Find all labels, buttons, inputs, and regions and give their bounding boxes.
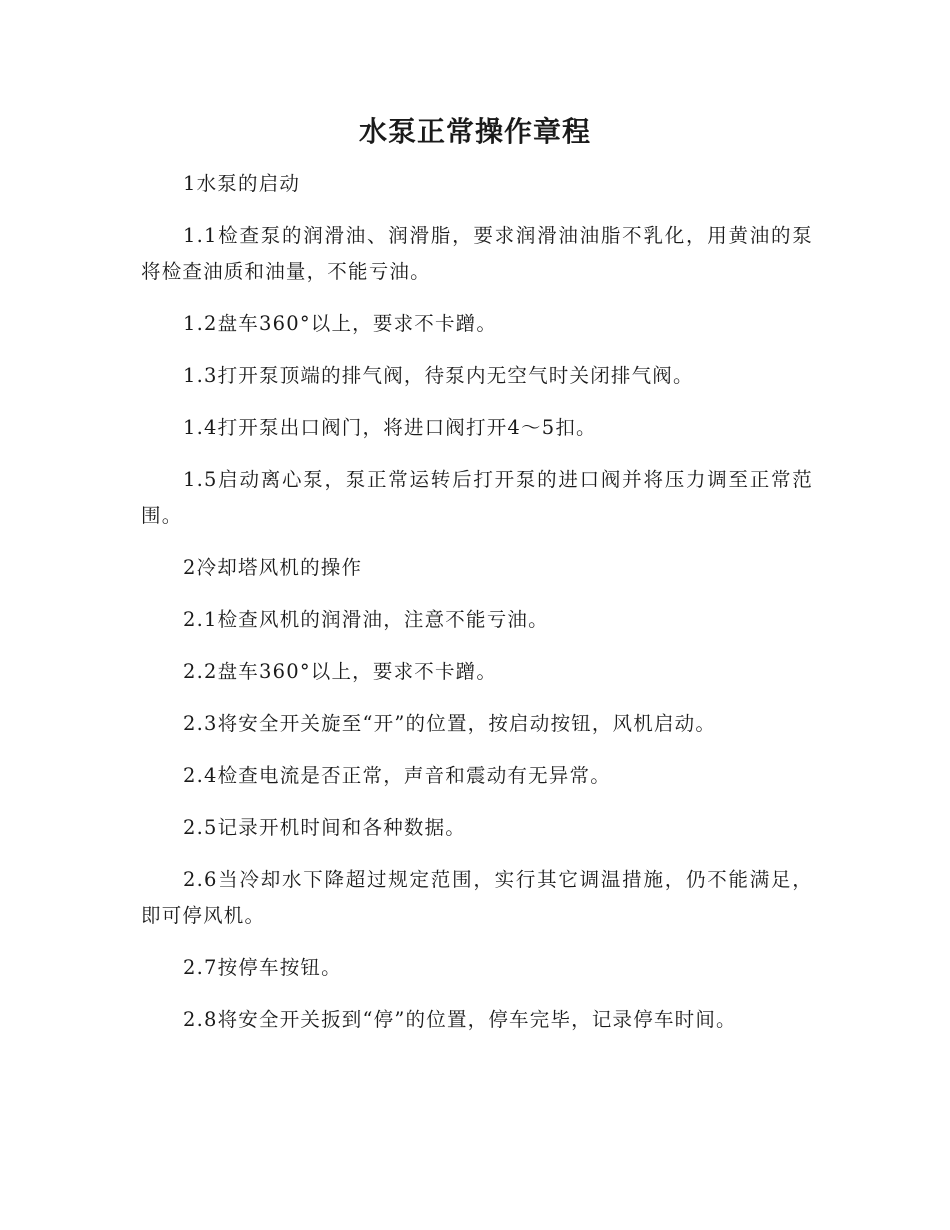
step-2-5: 2.5记录开机时间和各种数据。 — [183, 816, 467, 839]
step-2-6: 2.6当冷却水下降超过规定范围，实行其它调温措施，仍不能满足，即可停风机。 — [141, 868, 813, 927]
step-2-8: 2.8将安全开关扳到“停”的位置，停车完毕，记录停车时间。 — [183, 1008, 737, 1031]
step-2-3: 2.3将安全开关旋至“开”的位置，按启动按钮，风机启动。 — [183, 712, 717, 735]
step-1-3: 1.3打开泵顶端的排气阀，待泵内无空气时关闭排气阀。 — [183, 364, 694, 387]
document-title: 水泵正常操作章程 — [358, 115, 591, 148]
step-2-2: 2.2盘车360°以上，要求不卡蹭。 — [183, 660, 498, 683]
document-body — [141, 166, 813, 1054]
step-2-4: 2.4检查电流是否正常，声音和震动有无异常。 — [183, 764, 611, 787]
section-heading-1: 1水泵的启动 — [183, 172, 301, 195]
section-heading-2: 2冷却塔风机的操作 — [183, 556, 363, 579]
step-1-5: 1.5启动离心泵，泵正常运转后打开泵的进口阀并将压力调至正常范围。 — [141, 468, 813, 527]
step-2-1: 2.1检查风机的润滑油，注意不能亏油。 — [183, 608, 549, 631]
step-2-7: 2.7按停车按钮。 — [183, 956, 342, 979]
step-1-4: 1.4打开泵出口阀门，将进口阀打开4～5扣。 — [183, 416, 597, 439]
step-1-1: 1.1检查泵的润滑油、润滑脂，要求润滑油油脂不乳化，用黄油的泵将检查油质和油量，不能亏油。 — [141, 224, 813, 283]
step-1-2: 1.2盘车360°以上，要求不卡蹭。 — [183, 312, 498, 335]
